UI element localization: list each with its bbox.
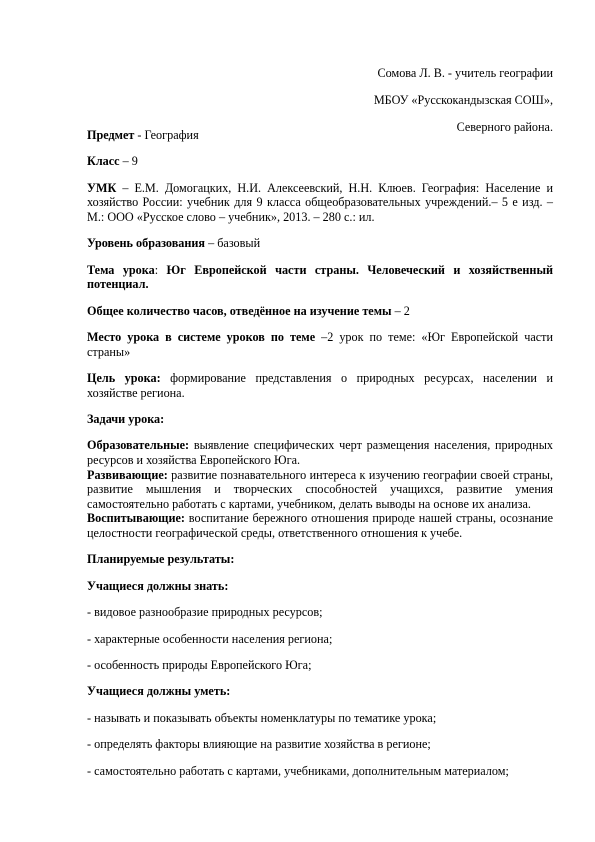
list-item: - называть и показывать объекты номенклатуры по тематике урока; <box>87 710 437 725</box>
goal-value: формирование представления о природных ресурсах, населении и хозяйстве региона. <box>87 371 553 400</box>
topic-label: Тема урока <box>87 262 155 277</box>
list-item: - определять факторы влияющие на развитие хозяйства в регионе; <box>87 737 431 752</box>
tasks-educational <box>87 438 553 467</box>
level-paragraph <box>87 236 553 251</box>
list-item: - характерные особенности населения региона; <box>87 631 333 646</box>
hours-value: – 2 <box>391 303 410 318</box>
developing-label: Развивающие: <box>87 467 168 482</box>
know-heading <box>87 579 553 594</box>
tasks-developing <box>87 468 553 512</box>
upbringing-value: воспитание бережного отношения природе нашей страны, осознание целостности географической среды, ответственного отношения к учебе. <box>87 511 553 541</box>
hours-paragraph <box>87 304 553 319</box>
umk-paragraph <box>87 181 553 225</box>
topic-value: Юг Европейской части страны. Человеческий и хозяйственный потенциал. <box>87 262 553 292</box>
developing-value: развитие познавательного интереса к изучению географии своей страны, развитие мышления и творческих способностей учащихся, развитие умения самостоятельно работать с картами, учебником, делать выводы на основе их анализа. <box>87 467 553 511</box>
can-heading-text: Учащиеся должны уметь: <box>87 684 231 699</box>
grade-value: – 9 <box>119 154 138 169</box>
school-line: МБОУ «Русскокандызская СОШ», <box>373 93 553 107</box>
tasks-heading <box>87 412 553 427</box>
list-item: - самостоятельно работать с картами, учебниками, дополнительным материалом; <box>87 763 509 778</box>
hours-label: Общее количество часов, отведённое на изучение темы <box>87 303 392 318</box>
goal-paragraph <box>87 371 553 400</box>
topic-paragraph <box>87 263 553 292</box>
umk-value: – Е.М. Домогацких, Н.И. Алексеевский, Н.Н. Клюев. География: Население и хозяйство России: учебник для 9 класса общеобразовательных учреждений.– 5 е изд. – М.: ООО «Русское слово – учебник», 2013. – 280 с.: ил. <box>87 180 553 224</box>
tasks-heading-text: Задачи урока: <box>87 412 165 427</box>
place-label: Место урока в системе уроков по теме <box>87 330 316 345</box>
level-label: Уровень образования <box>87 236 206 251</box>
umk-label: УМК <box>87 180 117 195</box>
place-paragraph <box>87 330 553 359</box>
list-item: - особенность природы Европейского Юга; <box>87 658 312 672</box>
topic-separator: : <box>154 262 167 277</box>
list-item: - видовое разнообразие природных ресурсов; <box>87 605 323 620</box>
district-line: Северного района. <box>456 120 553 134</box>
place-value: –2 урок по теме: «Юг Европейской части страны» <box>87 330 553 359</box>
planned-results-heading <box>87 552 553 567</box>
subject-value: - География <box>134 128 199 142</box>
planned-results-heading-text: Планируемые результаты: <box>87 552 235 567</box>
know-heading-text: Учащиеся должны знать: <box>87 578 229 593</box>
subject-label: Предмет <box>87 128 135 142</box>
lesson-plan-body <box>87 128 553 790</box>
grade-label: Класс <box>87 154 120 169</box>
grade-paragraph <box>87 154 553 169</box>
can-heading <box>87 684 553 699</box>
goal-label: Цель урока: <box>87 371 161 386</box>
subject-paragraph <box>87 128 553 143</box>
educational-label: Образовательные: <box>87 438 190 453</box>
level-value: – базовый <box>205 236 261 251</box>
tasks-upbringing <box>87 511 553 540</box>
author-line: Сомова Л. В. - учитель географии <box>377 66 553 80</box>
upbringing-label: Воспитывающие: <box>87 511 185 526</box>
educational-value: выявление специфических черт размещения населения, природных ресурсов и хозяйства Европейского Юга. <box>87 438 553 468</box>
